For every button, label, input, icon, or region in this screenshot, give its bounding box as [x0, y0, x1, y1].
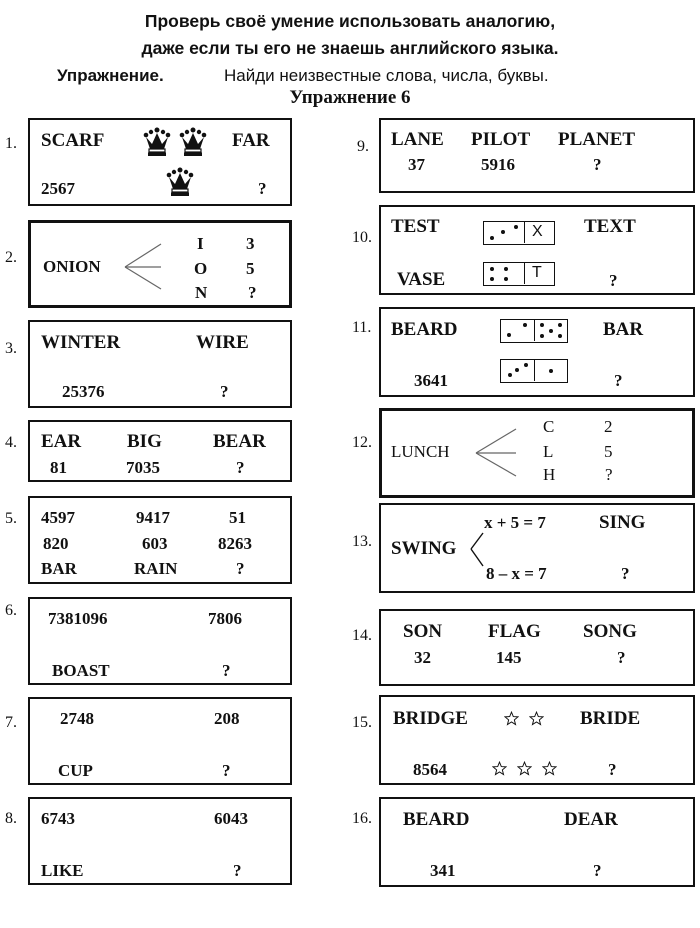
word-pilot: PILOT	[471, 129, 531, 150]
star-outline-icon	[542, 761, 557, 776]
letter-n: N	[195, 283, 208, 302]
exercise-title: Упражнение 6	[289, 87, 411, 108]
number-3641: 3641	[414, 371, 448, 390]
question-mark: ?	[605, 465, 613, 484]
puzzle-13-box	[379, 503, 695, 593]
branch-lines	[469, 529, 489, 569]
letter-l: L	[543, 442, 554, 461]
digit-5: 5	[604, 442, 613, 461]
word-test: TEST	[391, 216, 440, 237]
word-vase: VASE	[397, 269, 446, 290]
number-37: 37	[408, 155, 425, 174]
number-5916: 5916	[481, 155, 515, 174]
question-mark: ?	[593, 861, 602, 880]
letter-i: I	[197, 234, 204, 253]
puzzle-number: 15.	[352, 714, 372, 731]
star-outline-icon	[529, 711, 544, 726]
question-mark: ?	[220, 382, 229, 401]
puzzle-number: 16.	[352, 810, 372, 827]
word-beard: BEARD	[403, 809, 470, 830]
branch-lines	[474, 423, 524, 483]
number-603: 603	[142, 534, 168, 553]
header-line-2: даже если ты его не знаешь английского языка.	[141, 38, 559, 58]
puzzle-7-box	[28, 697, 292, 785]
dice-icon	[483, 221, 555, 245]
puzzle-3-box	[28, 320, 292, 408]
star-outline-icon	[517, 761, 532, 776]
letter-c: C	[543, 417, 555, 436]
puzzle-number: 7.	[5, 714, 17, 731]
number-4597: 4597	[41, 508, 75, 527]
number-7806: 7806	[208, 609, 242, 628]
puzzle-16-box	[379, 797, 695, 887]
word-lunch: LUNCH	[391, 442, 450, 461]
question-mark: ?	[222, 761, 231, 780]
number-145: 145	[496, 648, 522, 667]
equation-2: 8 – x = 7	[486, 564, 547, 583]
dice-letter: X	[532, 223, 543, 240]
question-mark: ?	[236, 458, 245, 477]
question-mark: ?	[248, 283, 257, 302]
puzzle-11-box	[379, 307, 695, 397]
question-mark: ?	[609, 271, 618, 290]
question-mark: ?	[593, 155, 602, 174]
puzzle-number: 5.	[5, 510, 17, 527]
puzzle-number: 1.	[5, 135, 17, 152]
puzzle-number: 9.	[357, 138, 369, 155]
puzzle-4-box	[28, 420, 292, 482]
dice-icon	[500, 359, 568, 383]
crown-icon	[143, 127, 171, 157]
word-bridge: BRIDGE	[393, 708, 468, 729]
number-8263: 8263	[218, 534, 252, 553]
puzzle-2-box	[28, 220, 292, 308]
puzzle-number: 14.	[352, 627, 372, 644]
letter-o: O	[194, 259, 208, 278]
number-81: 81	[50, 458, 67, 477]
puzzle-number: 4.	[5, 434, 17, 451]
word-boast: BOAST	[52, 661, 110, 680]
word-cup: CUP	[58, 761, 93, 780]
word-text: TEXT	[584, 216, 636, 237]
digit-3: 3	[246, 234, 255, 253]
digit-2: 2	[604, 417, 613, 436]
word-swing: SWING	[391, 538, 457, 559]
dice-icon	[483, 262, 555, 286]
header-line-1: Проверь своё умение использовать аналогию,	[144, 11, 556, 31]
word-bar: BAR	[41, 559, 77, 578]
question-mark: ?	[614, 371, 623, 390]
word-onion: ONION	[43, 257, 101, 276]
equation-1: x + 5 = 7	[484, 513, 546, 532]
word-scarf: SCARF	[41, 130, 105, 151]
puzzle-number: 2.	[5, 249, 17, 266]
question-mark: ?	[621, 564, 630, 583]
word-lane: LANE	[391, 129, 444, 150]
puzzle-5-box	[28, 496, 292, 584]
dice-letter: T	[532, 264, 542, 281]
question-mark: ?	[233, 861, 242, 880]
star-outline-icon	[504, 711, 519, 726]
puzzle-1-box	[28, 118, 292, 206]
puzzle-8-box	[28, 797, 292, 885]
number-51: 51	[229, 508, 246, 527]
crown-icon	[166, 167, 194, 197]
word-bride: BRIDE	[580, 708, 641, 729]
word-rain: RAIN	[134, 559, 178, 578]
puzzle-9-box	[379, 118, 695, 193]
puzzle-6-box	[28, 597, 292, 685]
word-bar: BAR	[603, 319, 644, 340]
word-ear: EAR	[41, 431, 82, 452]
word-beard: BEARD	[391, 319, 458, 340]
number-2567: 2567	[41, 179, 75, 198]
puzzle-number: 3.	[5, 340, 17, 357]
word-far: FAR	[232, 130, 270, 151]
word-dear: DEAR	[564, 809, 618, 830]
number-7381096: 7381096	[48, 609, 108, 628]
number-32: 32	[414, 648, 431, 667]
word-wire: WIRE	[196, 332, 249, 353]
digit-5: 5	[246, 259, 255, 278]
word-flag: FLAG	[488, 621, 541, 642]
word-bear: BEAR	[213, 431, 266, 452]
puzzle-number: 10.	[352, 229, 372, 246]
puzzle-12-box	[379, 408, 695, 498]
number-8564: 8564	[413, 760, 447, 779]
word-big: BIG	[127, 431, 162, 452]
number-208: 208	[214, 709, 240, 728]
exercise-label: Упражнение.	[57, 66, 164, 85]
branch-lines	[121, 238, 191, 296]
number-341: 341	[430, 861, 456, 880]
puzzle-number: 6.	[5, 602, 17, 619]
question-mark: ?	[222, 661, 231, 680]
question-mark: ?	[236, 559, 245, 578]
question-mark: ?	[258, 179, 267, 198]
number-6043: 6043	[214, 809, 248, 828]
number-820: 820	[43, 534, 69, 553]
question-mark: ?	[617, 648, 626, 667]
question-mark: ?	[608, 760, 617, 779]
word-song: SONG	[583, 621, 637, 642]
dice-icon	[500, 319, 568, 343]
word-son: SON	[403, 621, 443, 642]
number-7035: 7035	[126, 458, 160, 477]
word-winter: WINTER	[41, 332, 121, 353]
puzzle-number: 12.	[352, 434, 372, 451]
exercise-task: Найди неизвестные слова, числа, буквы.	[224, 66, 549, 85]
word-planet: PLANET	[558, 129, 636, 150]
puzzle-number: 11.	[352, 319, 372, 336]
crown-icon	[179, 127, 207, 157]
puzzle-14-box	[379, 609, 695, 686]
puzzle-15-box	[379, 695, 695, 785]
puzzle-number: 8.	[5, 810, 17, 827]
number-6743: 6743	[41, 809, 75, 828]
number-9417: 9417	[136, 508, 170, 527]
number-2748: 2748	[60, 709, 94, 728]
word-like: LIKE	[41, 861, 84, 880]
word-sing: SING	[599, 512, 646, 533]
puzzle-number: 13.	[352, 533, 372, 550]
star-outline-icon	[492, 761, 507, 776]
letter-h: H	[543, 465, 556, 484]
number-25376: 25376	[62, 382, 105, 401]
puzzle-10-box	[379, 205, 695, 295]
